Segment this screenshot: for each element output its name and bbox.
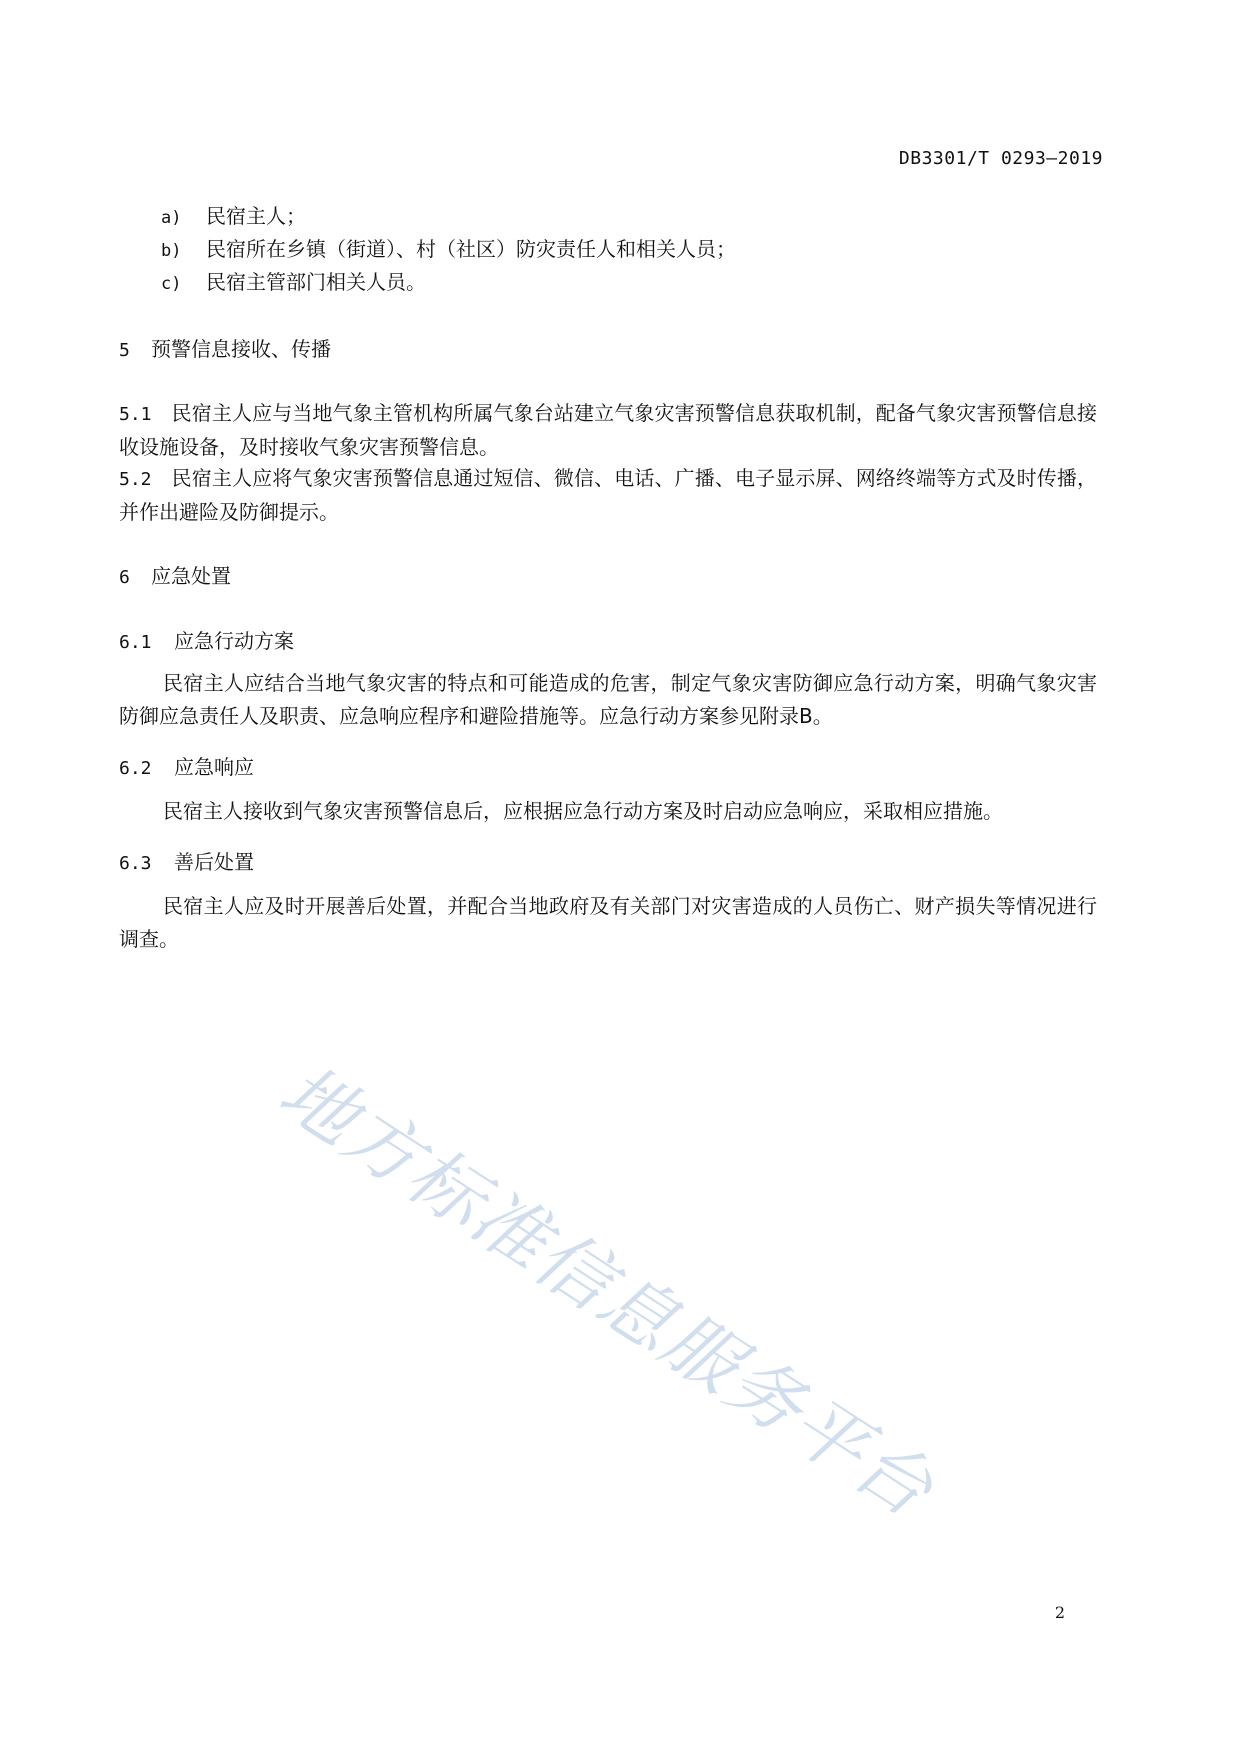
subsection-6-3-text: 民宿主人应及时开展善后处置，并配合当地政府及有关部门对灾害造成的人员伤亡、财产损失等情况进行调查。 — [119, 894, 1097, 951]
section-5-heading — [119, 333, 331, 367]
subsection-6-1-text: 民宿主人应结合当地气象灾害的特点和可能造成的危害，制定气象灾害防御应急行动方案，明确气象灾害防御应急责任人及职责、应急响应程序和避险措施等。应急行动方案参见附录B。 — [119, 671, 1097, 728]
section-title: 应急处置 — [151, 564, 231, 588]
section-6-heading — [119, 560, 231, 594]
subsection-6-2-text: 民宿主人接收到气象灾害预警信息后，应根据应急行动方案及时启动应急响应，采取相应措施。 — [163, 799, 1003, 823]
list-marker: c) — [161, 274, 182, 294]
list-marker: b) — [161, 241, 182, 261]
list-item — [161, 266, 426, 299]
document-code: DB3301/T 0293—2019 — [898, 148, 1103, 169]
clause-number: 5.2 — [119, 469, 152, 490]
subsection-6-1-heading — [119, 625, 294, 659]
page-number: 2 — [1054, 1603, 1065, 1622]
section-title: 预警信息接收、传播 — [151, 337, 331, 361]
watermark: 地方标准信息服务平台 — [264, 1048, 949, 1535]
subsection-title: 应急行动方案 — [174, 629, 294, 653]
list-item-text: 民宿主人； — [206, 204, 306, 228]
list-marker: a) — [161, 208, 182, 228]
subsection-title: 善后处置 — [174, 850, 254, 874]
clause-number: 5.1 — [119, 404, 152, 425]
subsection-title: 应急响应 — [174, 755, 254, 779]
clause-text: 民宿主人应将气象灾害预警信息通过短信、微信、电话、广播、电子显示屏、网络终端等方式及时传播，并作出避险及防御提示。 — [119, 466, 1097, 524]
clause-text: 民宿主人应与当地气象主管机构所属气象台站建立气象灾害预警信息获取机制，配备气象灾害预警信息接收设施设备，及时接收气象灾害预警信息。 — [119, 401, 1097, 459]
list-item-text: 民宿主管部门相关人员。 — [206, 270, 426, 294]
list-item — [161, 200, 306, 233]
subsection-6-3-heading — [119, 846, 254, 880]
subsection-number: 6.2 — [119, 758, 152, 779]
section-number: 6 — [119, 567, 130, 588]
section-number: 5 — [119, 340, 130, 361]
subsection-6-2-heading — [119, 751, 254, 785]
clause-5-1 — [119, 397, 1097, 464]
subsection-number: 6.1 — [119, 632, 152, 653]
subsection-number: 6.3 — [119, 853, 152, 874]
list-item — [161, 233, 736, 266]
list-item-text: 民宿所在乡镇（街道）、村（社区）防灾责任人和相关人员； — [206, 237, 736, 261]
clause-5-2 — [119, 462, 1097, 529]
